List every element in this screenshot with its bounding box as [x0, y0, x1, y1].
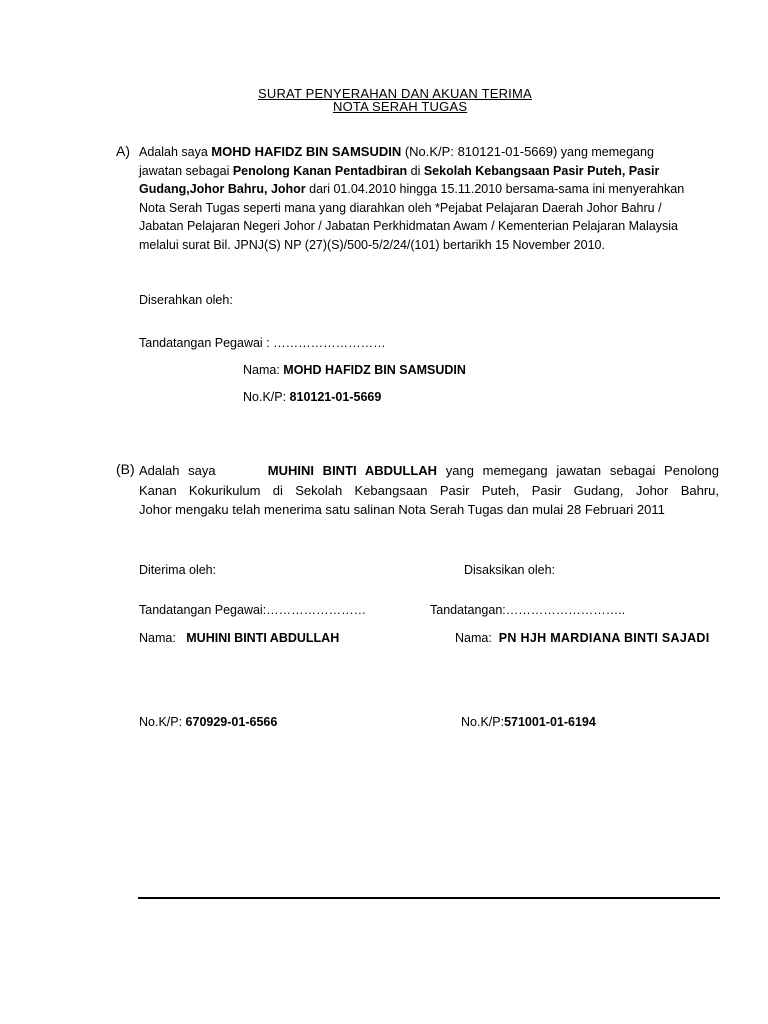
name-value: PN HJH MARDIANA BINTI SAJADI: [498, 631, 710, 645]
position-title: Penolong Kanan Pentadbiran: [232, 163, 408, 178]
section-a-paragraph: [139, 143, 729, 254]
name-label: Nama:: [139, 631, 176, 645]
ic-field-receiver: [139, 713, 277, 731]
witnessed-by-label: Disaksikan oleh:: [464, 563, 556, 577]
name-field-a: [243, 361, 466, 379]
school-name: Sekolah Kebangsaan Pasir Puteh, Pasir: [423, 163, 660, 178]
section-a-line-6: melalui surat Bil. JPNJ(S) NP (27)(S)/500-5/2/24/(101) bertarikh 15 November 2010.: [139, 237, 605, 252]
name-field-witness: [455, 629, 710, 647]
ic-label: No.K/P:: [461, 715, 505, 729]
section-b-line-3: Johor mengaku telah menerima satu salinan Nota Serah Tugas dan mulai 28 Februari 2011: [139, 502, 665, 517]
ic-label: No.K/P:: [243, 390, 290, 404]
section-b-line-2: Kanan Kokurikulum di Sekolah Kebangsaan Pasir Puteh, Pasir Gudang, Johor Bahru,: [139, 482, 719, 498]
name-value: MUHINI BINTI ABDULLAH: [186, 631, 340, 645]
section-b-paragraph: [139, 461, 719, 520]
section-b-marker: (B): [116, 461, 135, 477]
signature-line-witness: Tandatangan:………………………..: [430, 603, 626, 617]
school-location: Gudang,Johor Bahru, Johor: [139, 182, 306, 196]
ic-field-a: [243, 388, 381, 406]
footer-divider: [138, 897, 720, 899]
document-title: SURAT PENYERAHAN DAN AKUAN TERIMA: [258, 86, 532, 101]
submitted-by-label: Diserahkan oleh:: [139, 293, 233, 307]
name-label: Nama:: [455, 631, 492, 645]
name-label: Nama:: [243, 363, 284, 377]
ic-value: 670929-01-6566: [185, 715, 278, 729]
ic-value: 810121-01-5669: [289, 390, 382, 404]
section-a-line-5: Jabatan Pelajaran Negeri Johor / Jabatan Perkhidmatan Awam / Kementerian Pelajaran Malaysia: [139, 219, 678, 233]
handover-officer-name: MOHD HAFIDZ BIN SAMSUDIN: [211, 144, 402, 159]
signature-line-receiver: Tandatangan Pegawai:……………………: [139, 603, 367, 617]
section-a-line-2: jawatan sebagai Penolong Kanan Pentadbiran di Sekolah Kebangsaan Pasir Puteh, Pasir: [139, 163, 660, 178]
name-field-receiver: [139, 629, 339, 647]
ic-value: 571001-01-6194: [504, 715, 596, 729]
receiver-name: MUHINI BINTI ABDULLAH: [267, 463, 438, 478]
received-by-label: Diterima oleh:: [139, 563, 217, 577]
section-a-marker: A): [116, 143, 130, 159]
ic-label: No.K/P:: [139, 715, 186, 729]
signature-line-a: Tandatangan Pegawai : ………………………: [139, 336, 386, 350]
document-subtitle: NOTA SERAH TUGAS: [333, 99, 468, 114]
section-a-line-4: Nota Serah Tugas seperti mana yang diarahkan oleh *Pejabat Pelajaran Daerah Johor Bahru /: [139, 200, 662, 215]
section-a-line-1: Adalah saya MOHD HAFIDZ BIN SAMSUDIN (No.K/P: 810121-01-5669) yang memegang: [139, 144, 654, 159]
section-b-line-1: Adalah saya MUHINI BINTI ABDULLAH yang memegang jawatan sebagai Penolong: [139, 463, 719, 478]
section-a-line-3: Gudang,Johor Bahru, Johor dari 01.04.2010 hingga 15.11.2010 bersama-sama ini menyerahkan: [139, 182, 685, 196]
name-value: MOHD HAFIDZ BIN SAMSUDIN: [283, 363, 466, 377]
ic-field-witness: [461, 713, 596, 731]
